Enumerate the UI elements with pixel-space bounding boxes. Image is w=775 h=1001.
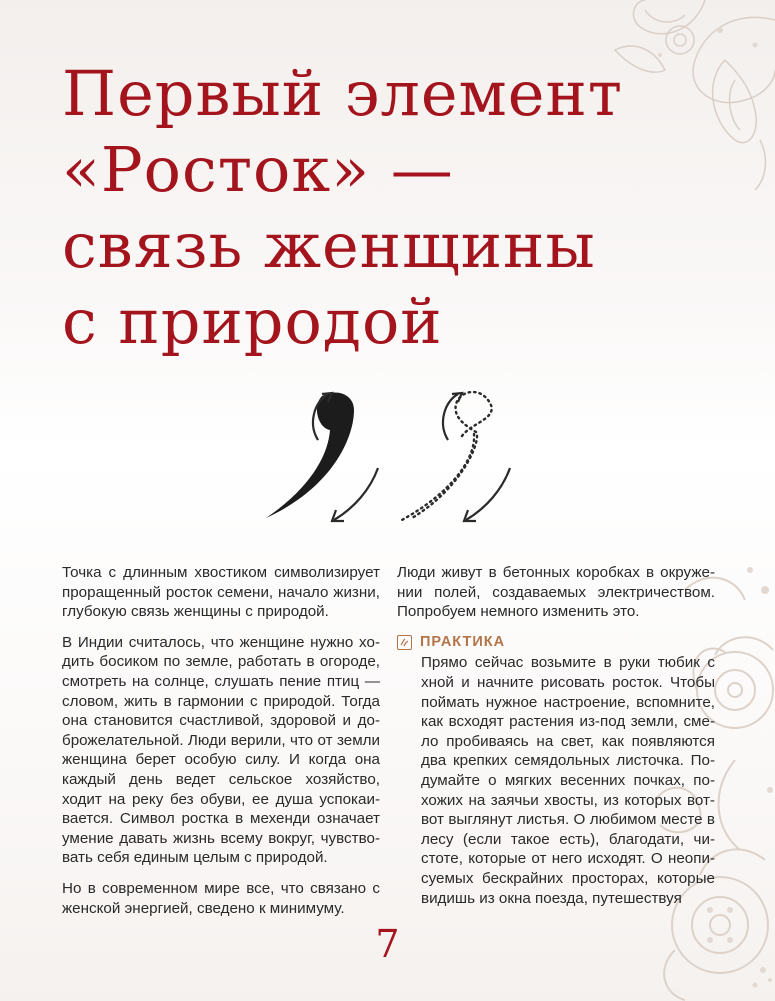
practice-text: Прямо сейчас возьмите в руки тюбик с хной и начните рисовать росток. Чтобы поймать нужное настроение, вспомните, как всходят растения из-под земли, смело пробиваясь на свет, как появляются два крепких семядольных листочка. Подумайте о мягких весенних почках, похожих на заячьи хвосты, из которых вот-вот выглянут листья. О любимом месте в лесу (если такое есть), благодати, чистоте, которые от него исходят. О неописуемых бескрайних просторах, которые видишь из окна поезда, путешествуя	[421, 654, 715, 907]
page-title	[62, 56, 682, 360]
hand-drawing-icon	[397, 635, 412, 650]
title-line: связь женщины	[62, 209, 596, 282]
right-column	[397, 563, 715, 919]
left-column	[62, 563, 380, 929]
paragraph: Люди живут в бетонных коробках в окружении полей, создаваемых электричеством. Попробуем немного изменить это.	[397, 564, 715, 621]
page-number: 7	[375, 922, 400, 966]
title-line: с природой	[62, 285, 443, 358]
practice-label: ПРАКТИКА	[420, 633, 506, 650]
paragraph: В Индии считалось, что женщине нужно ходить босиком по земле, работать в огороде, смотреть на солнце, слушать пение птиц — словом, жить в гармонии с природой. Тогда она становится счастливой, здоровой и доброжелательной. Люди верили, что от земли женщина берет особую силу. И когда она каждый день ведет сельское хозяйство, ходит на реку без обуви, ее душа успокаивается. Символ ростка в мехенди означает умение давать жизнь всему вокруг, чувствовать себя единым целым с природой.	[62, 633, 380, 867]
practice-heading	[397, 633, 715, 653]
paragraph: Но в современном мире все, что связано с женской энергией, сведено к минимуму.	[62, 879, 380, 917]
solid-sprout-icon	[266, 392, 378, 521]
paragraph: Точка с длинным хвостиком символизирует проращенный росток семени, начало жизни, глубокую связь женщины с природой.	[62, 564, 380, 621]
title-line: «Росток» —	[62, 133, 454, 206]
dotted-sprout-icon	[400, 392, 510, 521]
sprout-illustration	[262, 378, 522, 526]
title-line: Первый элемент	[62, 57, 624, 130]
